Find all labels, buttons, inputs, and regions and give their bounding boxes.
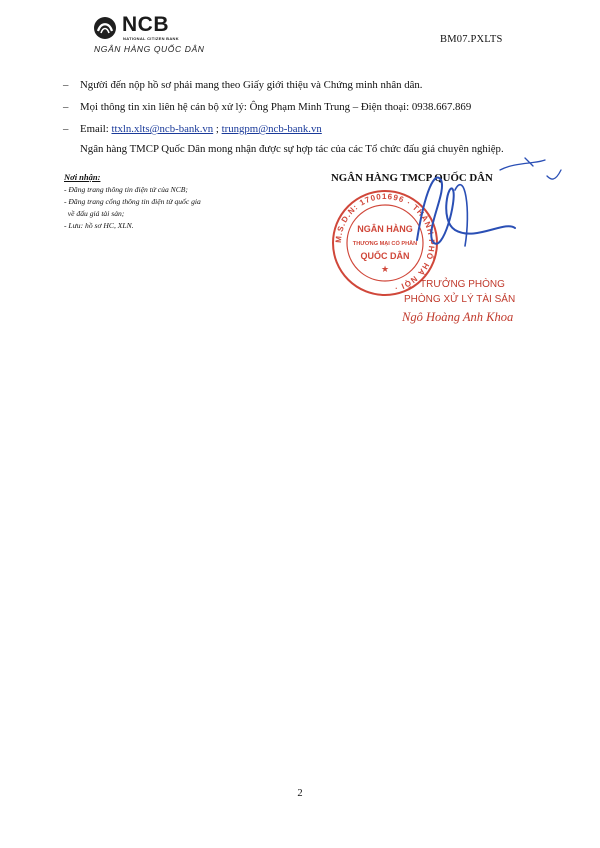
ncb-logo-icon [92,16,120,42]
recipient-item: - Đăng trang cổng thông tin điện tử quốc gia [64,197,201,206]
signer-name: Ngô Hoàng Anh Khoa [402,310,514,324]
bullet-dash: – [63,79,69,91]
ncb-logo [92,13,242,56]
email-link-secondary[interactable]: trungpm@ncb-bank.vn [221,123,322,135]
email-link-primary[interactable]: ttxln.xlts@ncb-bank.vn [111,123,214,135]
recipient-item: - Đăng trang thông tin điện tử của NCB; [64,185,188,194]
logo-vn-name: NGÂN HÀNG QUỐC DÂN [94,44,205,54]
bullet-text: Mọi thông tin xin liên hệ cán bộ xử lý: Ông Phạm Minh Trung – Điện thoại: 0938.667.869 [80,101,472,113]
logo-subtitle: NATIONAL CITIZEN BANK [123,36,179,41]
email-separator: ; [213,123,222,135]
page-number: 2 [297,788,303,799]
issuer-bank-name: NGÂN HÀNG TMCP QUỐC DÂN [331,172,493,184]
bullet-dash: – [63,123,69,135]
signer-title-2: PHÒNG XỬ LÝ TÀI SẢN [404,294,516,305]
recipients-title: Nơi nhận: [64,172,101,182]
stamp-ring-text: M.S.D.N: 17001696 · THÀNH PHỐ HÀ NỘI · [333,191,437,294]
stamp-line-2: THƯƠNG MẠI CỔ PHẦN [352,241,418,247]
stamp-star-icon: ★ [380,264,390,274]
stamp-line-1: NGÂN HÀNG [357,224,413,234]
bullet-text: Người đến nộp hồ sơ phải mang theo Giấy giới thiệu và Chứng minh nhân dân. [80,79,423,91]
recipient-item: về đấu giá tài sản; [64,209,125,218]
closing-sentence: Ngân hàng TMCP Quốc Dân mong nhận được sự hợp tác của các Tổ chức đấu giá chuyên nghiệp. [80,143,504,155]
logo-wordmark: NCB [122,13,169,36]
email-label: Email: [80,123,112,135]
handwritten-signature-icon [395,150,565,270]
recipient-item: - Lưu: hồ sơ HC, XLN. [64,221,134,230]
document-code: BM07.PXLTS [440,34,503,45]
stamp-line-3: QUỐC DÂN [360,251,410,261]
bullet-dash: – [63,101,69,113]
signer-title-1: TRƯỞNG PHÒNG [420,279,505,290]
